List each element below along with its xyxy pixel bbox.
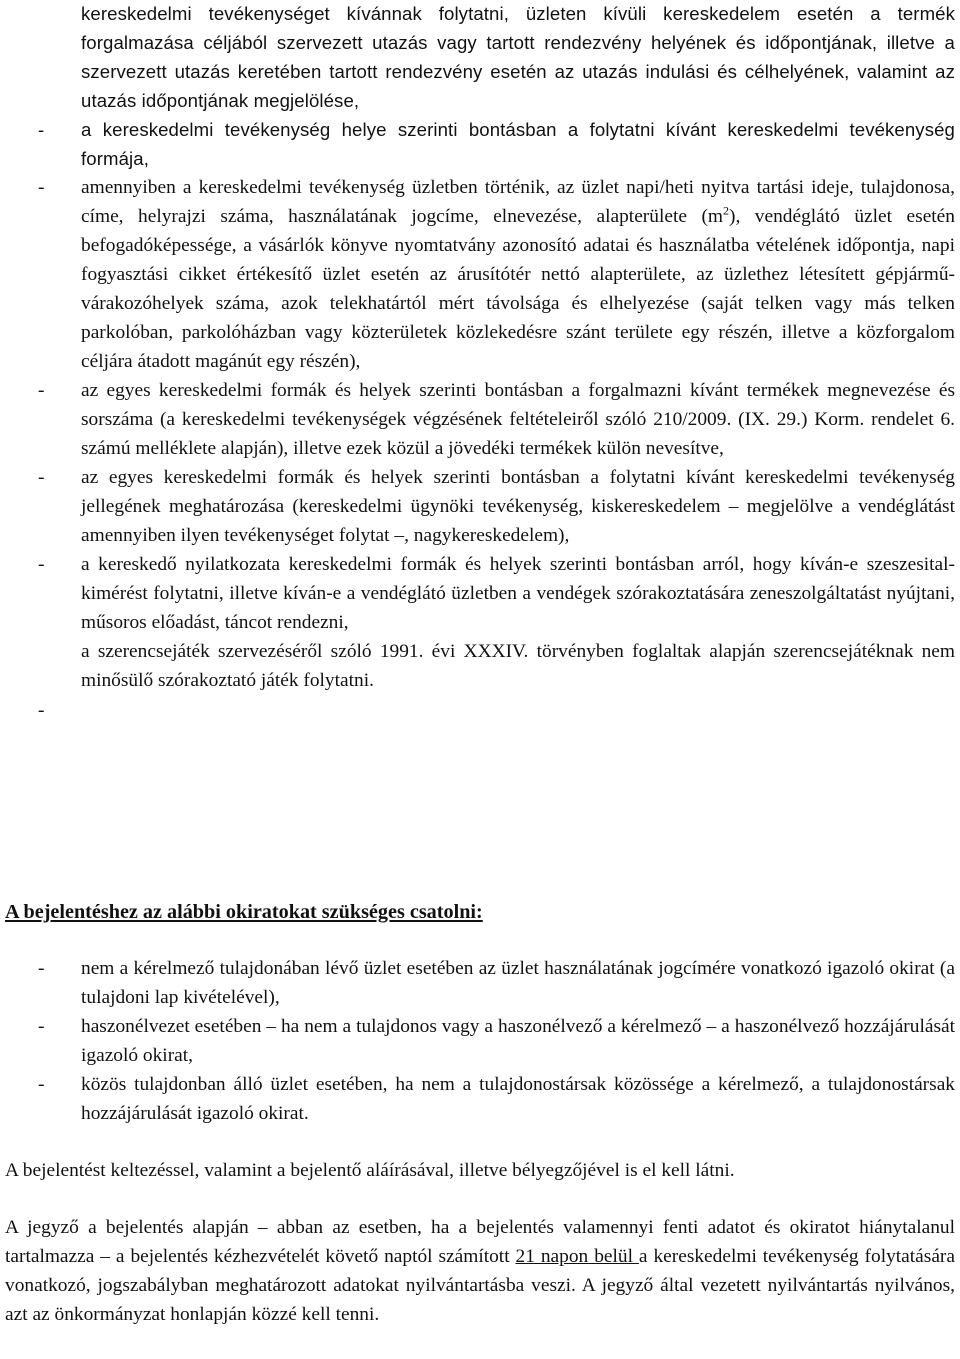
list-item [0, 463, 960, 550]
list-item-text: kereskedelmi tevékenységet kívánnak folytatni, üzleten kívüli kereskedelem esetén a termék forgalmazása céljából szervezett utazás vagy tartott rendezvény helyének és időpontjának, illetve a szervezett utazás keretében tartott rendezvény esetén az utazás indulási és célhelyének, valamint az utazás időpontjának megjelölése, [81, 3, 955, 111]
list-item [0, 173, 960, 376]
list-item [0, 695, 960, 724]
list-item-text: a szerencsejáték szervezéséről szóló 1991. évi XXXIV. törvényben foglaltak alapján szerencsejátéknak nem minősülő szórakoztató játék folytatni. [81, 641, 955, 691]
signature-paragraph: A bejelentést keltezéssel, valamint a bejelentő aláírásával, illetve bélyegzőjével is el kell látni. [5, 1160, 735, 1181]
attachments-heading: A bejelentéshez az alábbi okiratokat szükséges csatolni: [5, 901, 483, 923]
final-paragraph-part2: a kereskedelmi tevékenység folytatására vonatkozó, jogszabályban meghatározott adatokat nyilvántartásba veszi. A jegyző által vezetett nyilvántartás nyilvános, azt az önkormányzat honlapján közzé kell tenni. [5, 1246, 955, 1325]
list-item [0, 115, 960, 173]
list-bullet: - [38, 177, 45, 198]
list-bullet: - [38, 554, 45, 575]
deadline-underlined: 21 napon belül [515, 1246, 639, 1267]
list-item [0, 376, 960, 463]
list-item-text: a kereskedelmi tevékenység helye szerinti bontásban a folytatni kívánt kereskedelmi tevékenység formája, [81, 119, 955, 169]
list-item [0, 954, 960, 1012]
list-bullet: - [38, 380, 45, 401]
list-bullet: - [38, 1074, 45, 1095]
list-item-text: az egyes kereskedelmi formák és helyek szerinti bontásban a forgalmazni kívánt termékek megnevezése és sorszáma (a kereskedelmi tevékenységek végzésének feltételeiről szóló 210/2009. (IX. 29.) Korm. rendelet 6. számú melléklete alapján), illetve ezek közül a jövedéki termékek külön nevesítve, [81, 380, 955, 459]
list-item [0, 1070, 960, 1128]
list-item-text: közös tulajdonban álló üzlet esetében, ha nem a tulajdonostársak közössége a kérelmező, a tulajdonostársak hozzájárulását igazoló okirat. [81, 1074, 955, 1124]
list-item [0, 637, 960, 695]
list-bullet: - [38, 119, 45, 140]
list-item-text: nem a kérelmező tulajdonában lévő üzlet esetében az üzlet használatának jogcímére vonatkozó igazoló okirat (a tulajdoni lap kivételével), [81, 958, 955, 1008]
list-item [0, 1012, 960, 1070]
list-bullet: - [38, 1016, 45, 1037]
list-item [0, 550, 960, 637]
list-bullet: - [38, 958, 45, 979]
list-bullet: - [38, 467, 45, 488]
superscript: 2 [722, 203, 729, 218]
attachments-list [0, 954, 960, 1128]
list-bullet: - [38, 700, 45, 721]
list-item-text: az egyes kereskedelmi formák és helyek szerinti bontásban a folytatni kívánt kereskedelmi tevékenység jellegének meghatározása (kereskedelmi ügynöki tevékenység, kiskereskedelem – megjelölve a vendéglátást amennyiben ilyen tevékenységet folytat –, nagykereskedelem), [81, 467, 955, 546]
list-item-text: a kereskedő nyilatkozata kereskedelmi formák és helyek szerinti bontásban arról, hogy kíván-e szeszesital-kimérést folytatni, illetve kíván-e a vendéglátó üzletben a vendégek szórakoztatására zeneszolgáltatást nyújtani, műsoros előadást, táncot rendezni, [81, 554, 955, 633]
final-paragraph [0, 1213, 960, 1329]
list-item-text: amennyiben a kereskedelmi tevékenység üzletben történik, az üzlet napi/heti nyitva tartási ideje, tulajdonosa, címe, helyrajzi száma, használatának jogcíme, elnevezése, alapterülete (m [81, 177, 955, 227]
final-paragraph-part1: A jegyző a bejelentés alapján – abban az esetben, ha a bejelentés valamennyi fenti adatot és okiratot hiánytalanul tartalmazza – a bejelentés kézhezvételét követő naptól számított [5, 1217, 955, 1267]
list-item-text: haszonélvezet esetében – ha nem a tulajdonos vagy a haszonélvező a kérelmező – a haszonélvező hozzájárulását igazoló okirat, [81, 1016, 955, 1066]
list-item-text-cont: ), vendéglátó üzlet esetén befogadóképessége, a vásárlók könyve nyomtatvány azonosító adatai és használatba vételének időpontja, napi fogyasztási cikket értékesítő üzlet esetén az árusítótér nettó alapterülete, az üzlethez létesített gépjármű-várakozóhelyek száma, azok telekhatártól mért távolsága és elhelyezése (saját telken vagy más telken parkolóban, parkolóházban vagy közterületek közlekedésre szánt területe egy részén, illetve a közforgalom céljára átadott magánút egy részén), [81, 206, 955, 372]
list-item [0, 0, 960, 115]
